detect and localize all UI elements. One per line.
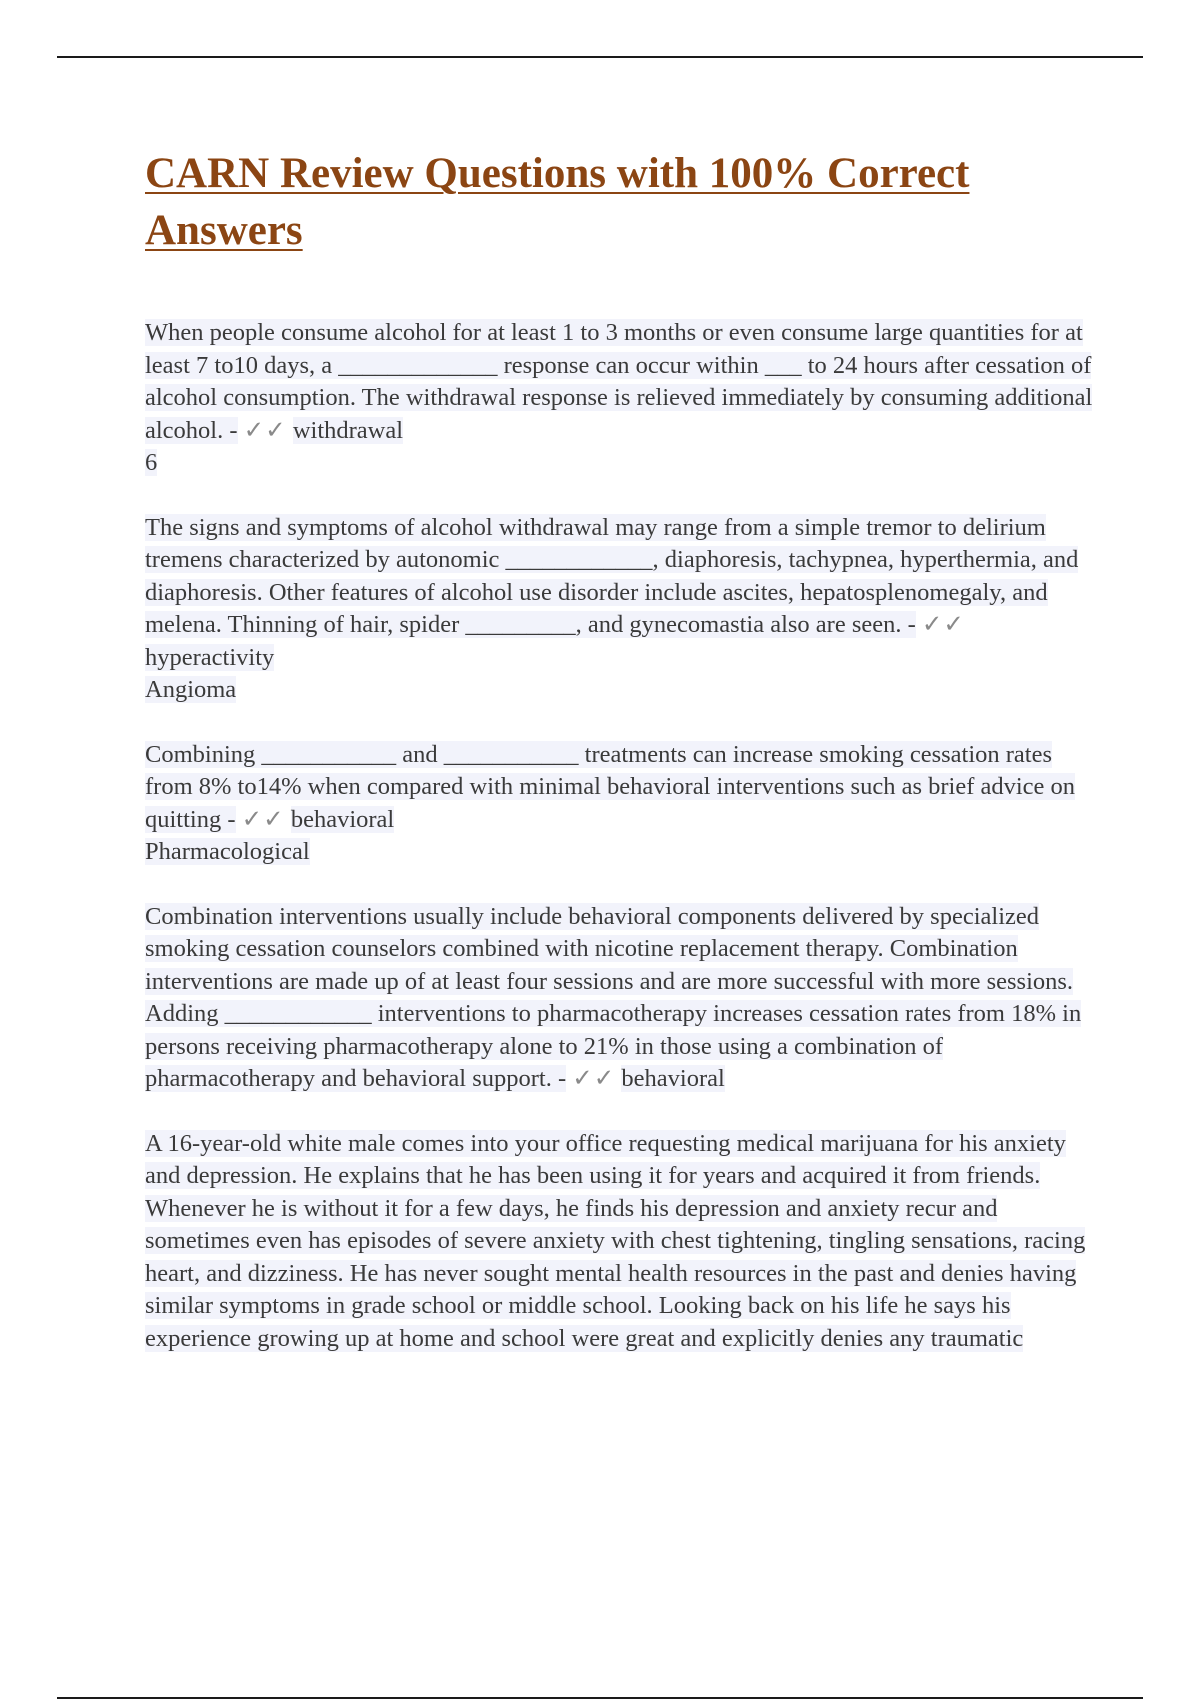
answer-text: behavioral Pharmacological [145, 805, 395, 865]
check-mark-icon: ✓✓ [241, 805, 285, 833]
check-mark-icon: ✓✓ [243, 416, 287, 444]
qa-item [145, 739, 1095, 869]
qa-list [145, 317, 1095, 1355]
question-text: A 16-year-old white male comes into your office requesting medical marijuana for his anxiety and depression. He explains that he has been using it for years and acquired it from friends. Whenever he is without it for a few days, he finds his depression and anxiety recur and sometimes even has episodes of severe anxiety with chest tightening, tingling sensations, racing heart, and dizziness. He has never sought mental health resources in the past and denies having similar symptoms in grade school or middle school. Looking back on his life he says his experience growing up at home and school were great and explicitly denies any traumatic [145, 1129, 1086, 1352]
footer-rule [57, 1697, 1143, 1699]
check-mark-icon: ✓✓ [572, 1065, 616, 1092]
qa-item [145, 317, 1095, 480]
qa-item [145, 1128, 1095, 1356]
question-text: The signs and symptoms of alcohol withdrawal may range from a simple tremor to delirium tremens characterized by autonomic ____________, diaphoresis, tachypnea, hyperthermia, and diaphoresis. Other features of alcohol use disorder include ascites, hepatosplenomegaly, and melena. Thinning of hair, spider _________, and gynecomastia also are seen. - [145, 513, 1079, 638]
question-text: Combination interventions usually include behavioral components delivered by specialized smoking cessation counselors combined with nicotine replacement therapy. Combination interventions are made up of at least four sessions and are more successful with more sessions. Adding ____________ interventions to pharmacotherapy increases cessation rates from 18% in persons receiving pharmacotherapy alone to 21% in those using a combination of pharmacotherapy and behavioral support. - [145, 902, 1082, 1092]
qa-item [145, 901, 1095, 1096]
document-title: CARN Review Questions with 100% Correct Answers [145, 150, 970, 254]
answer-text: withdrawal 6 [145, 416, 404, 476]
question-text: When people consume alcohol for at least 1 to 3 months or even consume large quantities for at least 7 to10 days, a _____________ response can occur within ___ to 24 hours after cessation of alcohol consumption. The withdrawal response is relieved immediately by consuming additional alcohol. - [145, 319, 1093, 444]
question-text: Combining ___________ and ___________ treatments can increase smoking cessation rates from 8% to14% when compared with minimal behavioral interventions such as brief advice on quitting - [145, 740, 1076, 833]
check-mark-icon: ✓✓ [921, 611, 965, 638]
qa-item [145, 512, 1095, 707]
answer-text: hyperactivity Angioma [145, 643, 275, 703]
header-rule [57, 56, 1143, 58]
page-content [145, 145, 1095, 1387]
answer-text: behavioral [621, 1065, 725, 1092]
